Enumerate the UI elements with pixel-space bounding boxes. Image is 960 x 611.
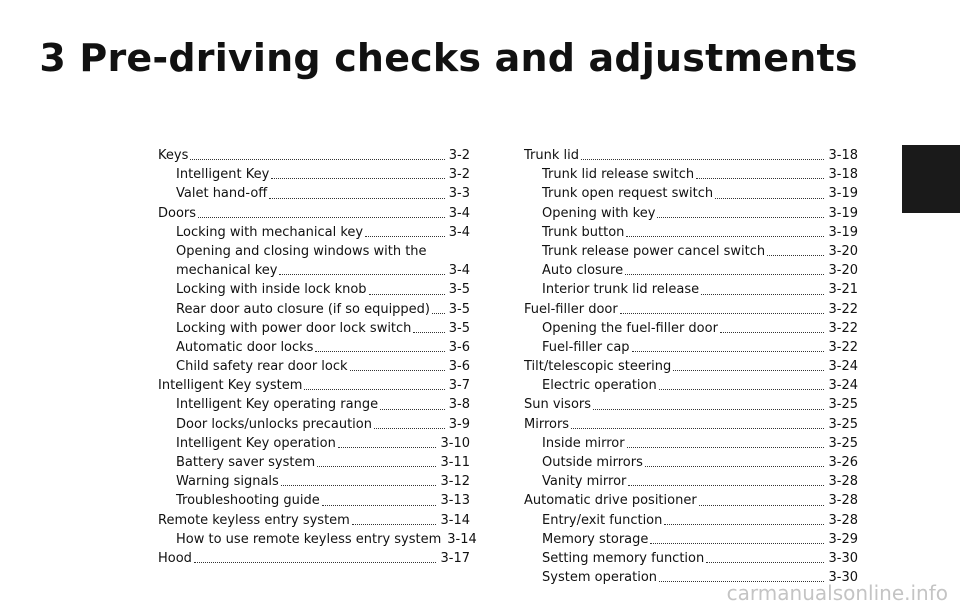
toc-entry-page: 3-30: [828, 570, 858, 586]
toc-entry[interactable]: [158, 357, 470, 376]
dot-leader: [365, 235, 445, 237]
toc-entry-label: Trunk lid release switch: [542, 167, 695, 183]
dot-leader: [628, 484, 824, 486]
toc-entry[interactable]: [158, 453, 470, 472]
toc-entry[interactable]: [524, 453, 858, 472]
toc-entry[interactable]: [158, 204, 470, 223]
toc-entry-page: 3-20: [828, 243, 858, 259]
toc-entry-label: Opening and closing windows with the: [176, 243, 427, 259]
toc-entry-page: 3-2: [448, 148, 470, 163]
toc-entry-page: 3-5: [448, 282, 470, 298]
toc-entry-label: Child safety rear door lock: [176, 359, 348, 375]
toc-entry-page: 3-3: [448, 186, 470, 202]
toc-entry-label: Memory storage: [542, 531, 649, 547]
dot-leader: [706, 561, 824, 563]
toc-entry-label: Warning signals: [176, 474, 279, 490]
toc-entry[interactable]: [158, 376, 470, 395]
dot-leader: [659, 388, 825, 390]
toc-entry-label: Auto closure: [542, 263, 624, 279]
toc-entry-page: 3-19: [828, 205, 858, 221]
toc-entry-page: 3-5: [448, 301, 470, 317]
dot-leader: [581, 158, 824, 160]
toc-entry-page: 3-2: [448, 167, 470, 183]
dot-leader: [593, 408, 824, 410]
dot-leader: [657, 216, 824, 218]
dot-leader: [620, 312, 825, 314]
toc-entry-label: Locking with power door lock switch: [176, 320, 412, 336]
toc-entry-page: 3-22: [828, 339, 858, 355]
toc-entry[interactable]: [524, 261, 858, 280]
toc-entry-label: Valet hand-off: [176, 186, 268, 202]
toc-entry[interactable]: [524, 434, 858, 453]
toc-entry[interactable]: [524, 242, 858, 261]
toc-entry-page: 3-10: [440, 435, 470, 451]
toc-entry-page: 3-18: [828, 167, 858, 183]
toc-entry-page: 3-26: [828, 455, 858, 470]
toc-entry-page: 3-18: [828, 148, 858, 163]
toc-entry-label: Troubleshooting guide: [176, 493, 320, 509]
toc-entry-label: System operation: [542, 570, 658, 586]
toc-entry[interactable]: [158, 165, 470, 184]
toc-entry-label: Outside mirrors: [542, 455, 643, 470]
toc-entry-label: Hood: [158, 550, 192, 566]
dot-leader: [696, 177, 824, 179]
dot-leader: [194, 561, 437, 563]
toc-entry[interactable]: [524, 165, 858, 184]
toc-entry-label: Sun visors: [524, 397, 592, 413]
dot-leader: [269, 197, 445, 199]
toc-entry[interactable]: [524, 204, 858, 223]
toc-entry-label: Opening the fuel-filler door: [542, 320, 718, 336]
toc-entry[interactable]: [524, 357, 858, 376]
toc-entry[interactable]: [158, 319, 470, 338]
toc-entry-page: 3-29: [828, 531, 858, 547]
dot-leader: [317, 465, 436, 467]
toc-entry-label: Doors: [158, 205, 197, 221]
toc-entry-page: 3-12: [440, 474, 470, 490]
toc-entry[interactable]: [158, 280, 470, 299]
toc-entry-label: Automatic door locks: [176, 339, 314, 355]
toc-entry-page: 3-7: [448, 378, 470, 394]
toc-entry-label: Intelligent Key operating range: [176, 397, 379, 413]
dot-leader: [720, 331, 825, 333]
toc-entry[interactable]: [524, 376, 858, 395]
toc-entry[interactable]: [524, 530, 858, 549]
dot-leader: [664, 523, 824, 525]
toc-entry-page: 3-19: [828, 224, 858, 240]
toc-entry[interactable]: [158, 223, 470, 242]
toc-entry-page: 3-6: [448, 339, 470, 355]
toc-entry[interactable]: [158, 242, 470, 261]
toc-entry-label: Vanity mirror: [542, 474, 627, 490]
toc-entry-label: Trunk button: [542, 224, 625, 240]
dot-leader: [322, 504, 437, 506]
dot-leader: [338, 446, 437, 448]
chapter-tab: [902, 145, 960, 213]
toc-entry-page: 3-5: [448, 320, 470, 336]
toc-entry-page: 3-4: [448, 205, 470, 221]
toc-entry[interactable]: [158, 415, 470, 434]
toc-entry-label: Battery saver system: [176, 455, 316, 470]
toc-entry-label: Keys: [158, 148, 189, 163]
toc-entry-label: Intelligent Key system: [158, 378, 303, 394]
toc-entry-page: 3-19: [828, 186, 858, 202]
toc-entry-page: 3-25: [828, 435, 858, 451]
toc-entry-page: 3-14: [440, 512, 470, 528]
toc-entry-page: 3-20: [828, 263, 858, 279]
toc-entry-page: 3-14: [447, 531, 477, 547]
dot-leader: [413, 331, 444, 333]
toc-entry[interactable]: [158, 472, 470, 491]
toc-entry-label: Setting memory function: [542, 550, 705, 566]
toc-entry-page: 3-22: [828, 320, 858, 336]
toc-entry-page: 3-4: [448, 263, 470, 279]
toc-entry-page: 3-28: [828, 512, 858, 528]
toc-entry[interactable]: [524, 415, 858, 434]
toc-entry[interactable]: [158, 491, 470, 510]
toc-entry-page: 3-24: [828, 378, 858, 394]
page-title: 3 Pre-driving checks and adjustments: [39, 36, 858, 80]
toc-entry[interactable]: [524, 223, 858, 242]
toc-entry-label: Automatic drive positioner: [524, 493, 697, 509]
toc-entry[interactable]: [524, 395, 858, 414]
toc-entry-label: mechanical key: [176, 263, 278, 279]
dot-leader: [279, 273, 444, 275]
dot-leader: [380, 408, 445, 410]
toc-entry-label: Intelligent Key: [176, 167, 270, 183]
toc-entry[interactable]: [524, 338, 858, 357]
dot-leader: [715, 197, 824, 199]
toc-entry-label: Interior trunk lid release: [542, 282, 700, 298]
dot-leader: [673, 369, 824, 371]
toc-entry-label: Locking with inside lock knob: [176, 282, 367, 298]
dot-leader: [632, 350, 825, 352]
dot-leader: [701, 293, 824, 295]
dot-leader: [271, 177, 444, 179]
dot-leader: [625, 273, 824, 275]
dot-leader: [304, 388, 444, 390]
dot-leader: [352, 523, 437, 525]
toc-entry-label: Mirrors: [524, 416, 570, 432]
toc-entry[interactable]: [158, 549, 470, 568]
toc-entry-page: 3-25: [828, 416, 858, 432]
dot-leader: [432, 312, 445, 314]
dot-leader: [699, 504, 825, 506]
toc-entry[interactable]: [158, 338, 470, 357]
dot-leader: [627, 446, 825, 448]
toc-entry-page: 3-22: [828, 301, 858, 317]
toc-entry-label: Intelligent Key operation: [176, 435, 336, 451]
watermark: carmanualsonline.info: [726, 581, 948, 605]
dot-leader: [767, 254, 824, 256]
toc-entry[interactable]: [158, 146, 470, 165]
toc-entry[interactable]: [524, 491, 858, 510]
dot-leader: [645, 465, 825, 467]
toc-entry-label: Fuel-filler cap: [542, 339, 630, 355]
toc-entry[interactable]: [158, 184, 470, 203]
toc-entry-page: 3-9: [448, 416, 470, 432]
toc-entry[interactable]: [158, 530, 477, 549]
toc-entry-page: 3-21: [828, 282, 858, 298]
dot-leader: [198, 216, 445, 218]
toc-entry-label: Fuel-filler door: [524, 301, 618, 317]
toc-entry-page: 3-6: [448, 359, 470, 375]
toc-entry-page: 3-11: [440, 455, 470, 470]
toc-entry-page: 3-25: [828, 397, 858, 413]
toc-left-column: [158, 146, 477, 568]
toc-entry[interactable]: [524, 511, 858, 530]
toc-entry-label: Opening with key: [542, 205, 656, 221]
toc-right-column: [524, 146, 858, 587]
toc-entry-page: 3-13: [440, 493, 470, 509]
toc-entry[interactable]: [158, 261, 470, 280]
toc-entry-page: 3-30: [828, 550, 858, 566]
toc-entry-page: 3-17: [440, 550, 470, 566]
toc-entry-label: Door locks/unlocks precaution: [176, 416, 372, 432]
toc-entry-label: Locking with mechanical key: [176, 224, 364, 240]
toc-entry[interactable]: [524, 146, 858, 165]
dot-leader: [571, 427, 824, 429]
toc-entry-label: Trunk release power cancel switch: [542, 243, 766, 259]
toc-entry[interactable]: [524, 300, 858, 319]
toc-entry[interactable]: [158, 300, 470, 319]
toc-entry-page: 3-28: [828, 493, 858, 509]
dot-leader: [315, 350, 444, 352]
toc-entry-label: How to use remote keyless entry system: [176, 531, 442, 547]
dot-leader: [190, 158, 444, 160]
toc-entry-label: Rear door auto closure (if so equipped): [176, 301, 431, 317]
dot-leader: [650, 542, 824, 544]
dot-leader: [374, 427, 445, 429]
toc-entry[interactable]: [158, 511, 470, 530]
toc-entry[interactable]: [158, 395, 470, 414]
toc-entry[interactable]: [524, 472, 858, 491]
toc-entry-label: Electric operation: [542, 378, 657, 394]
toc-entry-label: Trunk open request switch: [542, 186, 714, 202]
toc-entry-label: Tilt/telescopic steering: [524, 359, 672, 375]
toc-entry-page: 3-4: [448, 224, 470, 240]
toc-entry-page: 3-24: [828, 359, 858, 375]
dot-leader: [281, 484, 437, 486]
toc-entry[interactable]: [158, 434, 470, 453]
toc-entry-label: Trunk lid: [524, 148, 579, 163]
toc-entry[interactable]: [524, 184, 858, 203]
toc-entry-page: 3-28: [828, 474, 858, 490]
toc-entry-label: Inside mirror: [542, 435, 625, 451]
toc-entry[interactable]: [524, 549, 858, 568]
toc-entry-label: Entry/exit function: [542, 512, 663, 528]
dot-leader: [626, 235, 824, 237]
toc-entry[interactable]: [524, 319, 858, 338]
dot-leader: [350, 369, 445, 371]
toc-entry-page: 3-8: [448, 397, 470, 413]
dot-leader: [369, 293, 445, 295]
toc-entry[interactable]: [524, 280, 858, 299]
toc-entry-label: Remote keyless entry system: [158, 512, 350, 528]
